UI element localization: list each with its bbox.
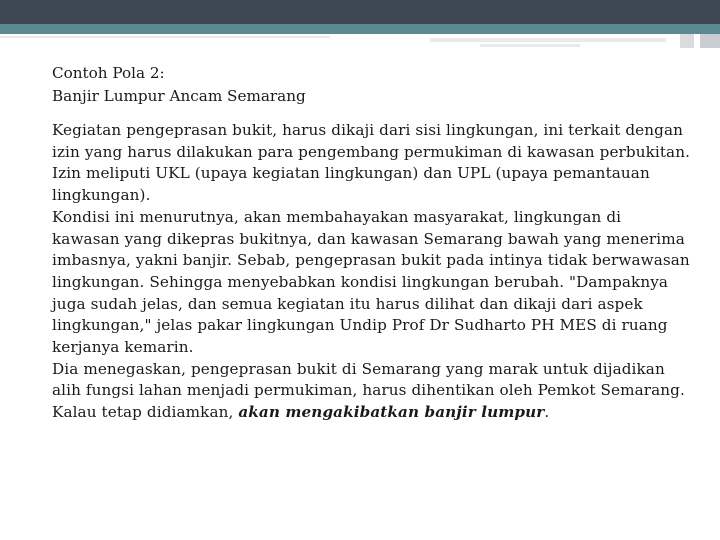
decorative-block xyxy=(680,34,694,48)
header-band xyxy=(0,0,720,24)
paragraph-2: Kondisi ini menurutnya, akan membahayakan masyarakat, lingkungan di kawasan yang dikepras bukitnya, dan kawasan Semarang bawah yang menerima imbasnya, yakni banjir. Sebab, pengeprasan bukit pada intinya tidak berwawasan lingkungan. Sehingga menyebabkan kondisi lingkungan berubah. "Dampaknya juga sudah jelas, dan semua kegiatan itu harus dilihat dan dikaji dari aspek lingkungan," jelas pakar lingkungan Undip Prof Dr Sudharto PH MES di ruang kerjanya kemarin. xyxy=(52,207,690,357)
decorative-line xyxy=(480,44,580,47)
decorative-line xyxy=(0,36,330,38)
accent-band xyxy=(0,24,720,34)
heading-line-1: Contoh Pola 2: xyxy=(52,64,165,82)
paragraph-3-emphasis: akan mengakibatkan banjir lumpur xyxy=(238,403,545,422)
decorative-block xyxy=(700,34,720,48)
article-title: Banjir Lumpur Ancam Semarang xyxy=(52,87,306,105)
paragraph-3-text: Dia menegaskan, pengeprasan bukit di Semarang yang marak untuk dijadikan alih fungsi lahan menjadi permukiman, harus dihentikan oleh Pemkot Semarang. Kalau tetap didiamkan, xyxy=(52,359,685,422)
slide-content xyxy=(52,62,692,424)
paragraph-3 xyxy=(52,359,692,424)
paragraph-3-end: . xyxy=(544,403,550,422)
decorative-line xyxy=(430,38,666,42)
paragraph-1: Kegiatan pengeprasan bukit, harus dikaji dari sisi lingkungan, ini terkait dengan izin yang harus dilakukan para pengembang permukiman di kawasan perbukitan. Izin meliputi UKL (upaya kegiatan lingkungan) dan UPL (upaya pemantauan lingkungan). xyxy=(52,121,691,205)
